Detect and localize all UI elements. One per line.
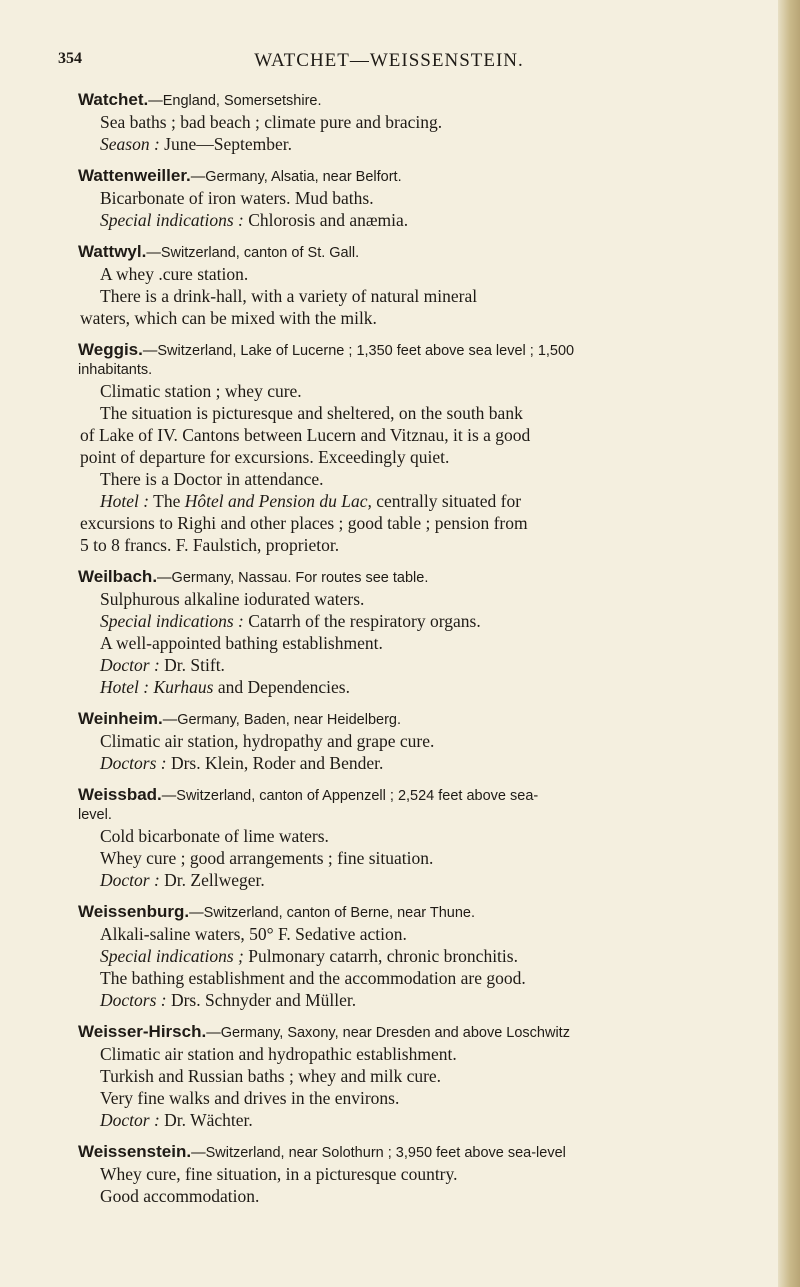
entry-italic: Kurhaus (149, 677, 214, 697)
entry-text: Dr. Zellweger. (159, 870, 265, 890)
entry-heading (78, 340, 770, 361)
entry-heading (78, 709, 770, 730)
entry-text: Alkali-saline waters, 50° F. Sedative action. (100, 924, 407, 944)
place-name: Weissenstein. (78, 1142, 192, 1161)
entry-line (80, 490, 770, 512)
entry-label: Doctor : (100, 655, 160, 675)
entry-label: Doctors : (100, 990, 167, 1010)
entry-heading (78, 1142, 770, 1163)
entry-text: Whey cure, fine situation, in a picturesque country. (100, 1164, 458, 1184)
entry-text: Sulphurous alkaline iodurated waters. (100, 589, 365, 609)
place-location: —Switzerland, canton of Appenzell ; 2,524 feet above sea- (161, 788, 539, 804)
entry-line (80, 676, 770, 698)
entry-label: Doctor : (100, 870, 160, 890)
entry-text: Whey cure ; good arrangements ; fine situation. (100, 848, 434, 868)
entry-line (80, 209, 770, 231)
entry-line (80, 285, 770, 307)
entry-text: and Dependencies. (213, 677, 350, 697)
entry-text: Good accommodation. (100, 1186, 260, 1206)
entry-line (80, 752, 770, 774)
entry-line (80, 111, 770, 133)
entry-heading (78, 785, 770, 806)
entry-label: Hotel : (100, 491, 150, 511)
place-name: Weinheim. (78, 709, 163, 728)
entry-label: Doctor : (100, 1110, 160, 1130)
entry-text: Turkish and Russian baths ; whey and milk cure. (100, 1066, 442, 1086)
entry-text: excursions to Righi and other places ; good table ; pension from (80, 513, 528, 533)
entry-text: Chlorosis and anæmia. (243, 210, 409, 230)
page-edge (778, 0, 800, 1287)
place-location: —Germany, Nassau. For routes see table. (157, 570, 429, 586)
entry-line (80, 869, 770, 891)
entry-text: point of departure for excursions. Exceedingly quiet. (80, 447, 450, 467)
entry-text: Dr. Wächter. (159, 1110, 253, 1130)
entry-line (80, 1185, 770, 1207)
entry-text: 5 to 8 francs. F. Faulstich, proprietor. (80, 535, 340, 555)
entry-line (80, 446, 770, 468)
place-location: —Switzerland, near Solothurn ; 3,950 feet above sea-level (191, 1145, 566, 1161)
entry-line (80, 989, 770, 1011)
place-location-continued: level. (78, 807, 112, 823)
place-name: Weissbad. (78, 785, 162, 804)
running-title: WATCHET—WEISSENSTEIN. (254, 50, 524, 71)
entry-label: Special indications : (100, 611, 244, 631)
entry-line (80, 133, 770, 155)
entry-line (80, 187, 770, 209)
entry-text: A well-appointed bathing establishment. (100, 633, 383, 653)
entry (80, 567, 770, 698)
entry-italic: Hôtel and Pension du Lac, (184, 491, 372, 511)
entry-line (80, 610, 770, 632)
entry-text: Dr. Stift. (159, 655, 225, 675)
place-name: Wattenweiller. (78, 166, 191, 185)
entry-text: of Lake of IV. Cantons between Lucern and Vitznau, it is a good (80, 425, 531, 445)
entry (80, 902, 770, 1011)
entry-line (80, 512, 770, 534)
entry-text: Drs. Schnyder and Müller. (166, 990, 357, 1010)
entry-line (80, 1043, 770, 1065)
entry-heading (78, 1022, 770, 1043)
place-name: Wattwyl. (78, 242, 147, 261)
page-number: 354 (58, 50, 82, 67)
place-name: Weissenburg. (78, 902, 190, 921)
entry (80, 90, 770, 155)
entry-line (80, 847, 770, 869)
entry-label: Doctors : (100, 753, 167, 773)
entry-line (80, 632, 770, 654)
entry-line (80, 923, 770, 945)
entry-text: Catarrh of the respiratory organs. (243, 611, 481, 631)
entry-heading (78, 166, 770, 187)
entry-line (80, 380, 770, 402)
entry-line (80, 1065, 770, 1087)
entry-line (80, 263, 770, 285)
place-name: Weilbach. (78, 567, 158, 586)
place-name: Weggis. (78, 340, 143, 359)
entry (80, 242, 770, 329)
entry-heading (78, 90, 770, 111)
place-name: Weisser-Hirsch. (78, 1022, 207, 1041)
place-location: —Germany, Alsatia, near Belfort. (190, 169, 402, 185)
entry (80, 1022, 770, 1131)
entry-line (80, 1087, 770, 1109)
entry-text: Bicarbonate of iron waters. Mud baths. (100, 188, 374, 208)
page-header (0, 44, 778, 74)
entry-label: Hotel : (100, 677, 150, 697)
entry-line (80, 945, 770, 967)
entry-text: Climatic station ; whey cure. (100, 381, 302, 401)
entry (80, 1142, 770, 1207)
entry (80, 166, 770, 231)
entry-line (80, 1163, 770, 1185)
entry (80, 785, 770, 891)
entry-text: Sea baths ; bad beach ; climate pure and bracing. (100, 112, 443, 132)
entry-text: Climatic air station, hydropathy and grape cure. (100, 731, 435, 751)
entry-heading (78, 902, 770, 923)
entry-line (80, 967, 770, 989)
place-name: Watchet. (78, 90, 149, 109)
entry-text: The bathing establishment and the accommodation are good. (100, 968, 526, 988)
place-location: —Germany, Saxony, near Dresden and above Loschwitz (206, 1025, 570, 1041)
entry-text: June—September. (159, 134, 292, 154)
entry-line (80, 825, 770, 847)
place-location: —Switzerland, canton of Berne, near Thune. (189, 905, 476, 921)
place-location: —Germany, Baden, near Heidelberg. (162, 712, 402, 728)
entry-text: waters, which can be mixed with the milk. (80, 308, 377, 328)
entry-text: centrally situated for (371, 491, 522, 511)
gazetteer-entries (80, 90, 770, 1218)
entry-heading (78, 567, 770, 588)
entry-line (80, 534, 770, 556)
entry-line (80, 307, 770, 329)
entry-text: A whey .cure station. (100, 264, 249, 284)
entry-text: There is a drink-hall, with a variety of natural mineral (100, 286, 478, 306)
entry-line (80, 424, 770, 446)
entry-text: Pulmonary catarrh, chronic bronchitis. (243, 946, 518, 966)
entry-text: Drs. Klein, Roder and Bender. (166, 753, 384, 773)
entry-text: Climatic air station and hydropathic establishment. (100, 1044, 457, 1064)
entry-text: The situation is picturesque and sheltered, on the south bank (100, 403, 523, 423)
place-location: —Switzerland, canton of St. Gall. (146, 245, 360, 261)
entry-text: Cold bicarbonate of lime waters. (100, 826, 329, 846)
entry-label: Season : (100, 134, 160, 154)
place-location: —Switzerland, Lake of Lucerne ; 1,350 feet above sea level ; 1,500 (142, 343, 575, 359)
entry-line (80, 1109, 770, 1131)
entry-heading (78, 242, 770, 263)
entry-text: Very fine walks and drives in the environs. (100, 1088, 400, 1108)
entry-text: The (149, 491, 185, 511)
entry-line (80, 730, 770, 752)
entry-text: There is a Doctor in attendance. (100, 469, 324, 489)
entry (80, 709, 770, 774)
entry-label: Special indications : (100, 210, 244, 230)
entry-line (80, 654, 770, 676)
place-location: —England, Somersetshire. (148, 93, 322, 109)
entry (80, 340, 770, 556)
entry-line (80, 588, 770, 610)
entry-line (80, 468, 770, 490)
place-location-continued: inhabitants. (78, 362, 153, 378)
entry-line (80, 402, 770, 424)
entry-label: Special indications ; (100, 946, 244, 966)
